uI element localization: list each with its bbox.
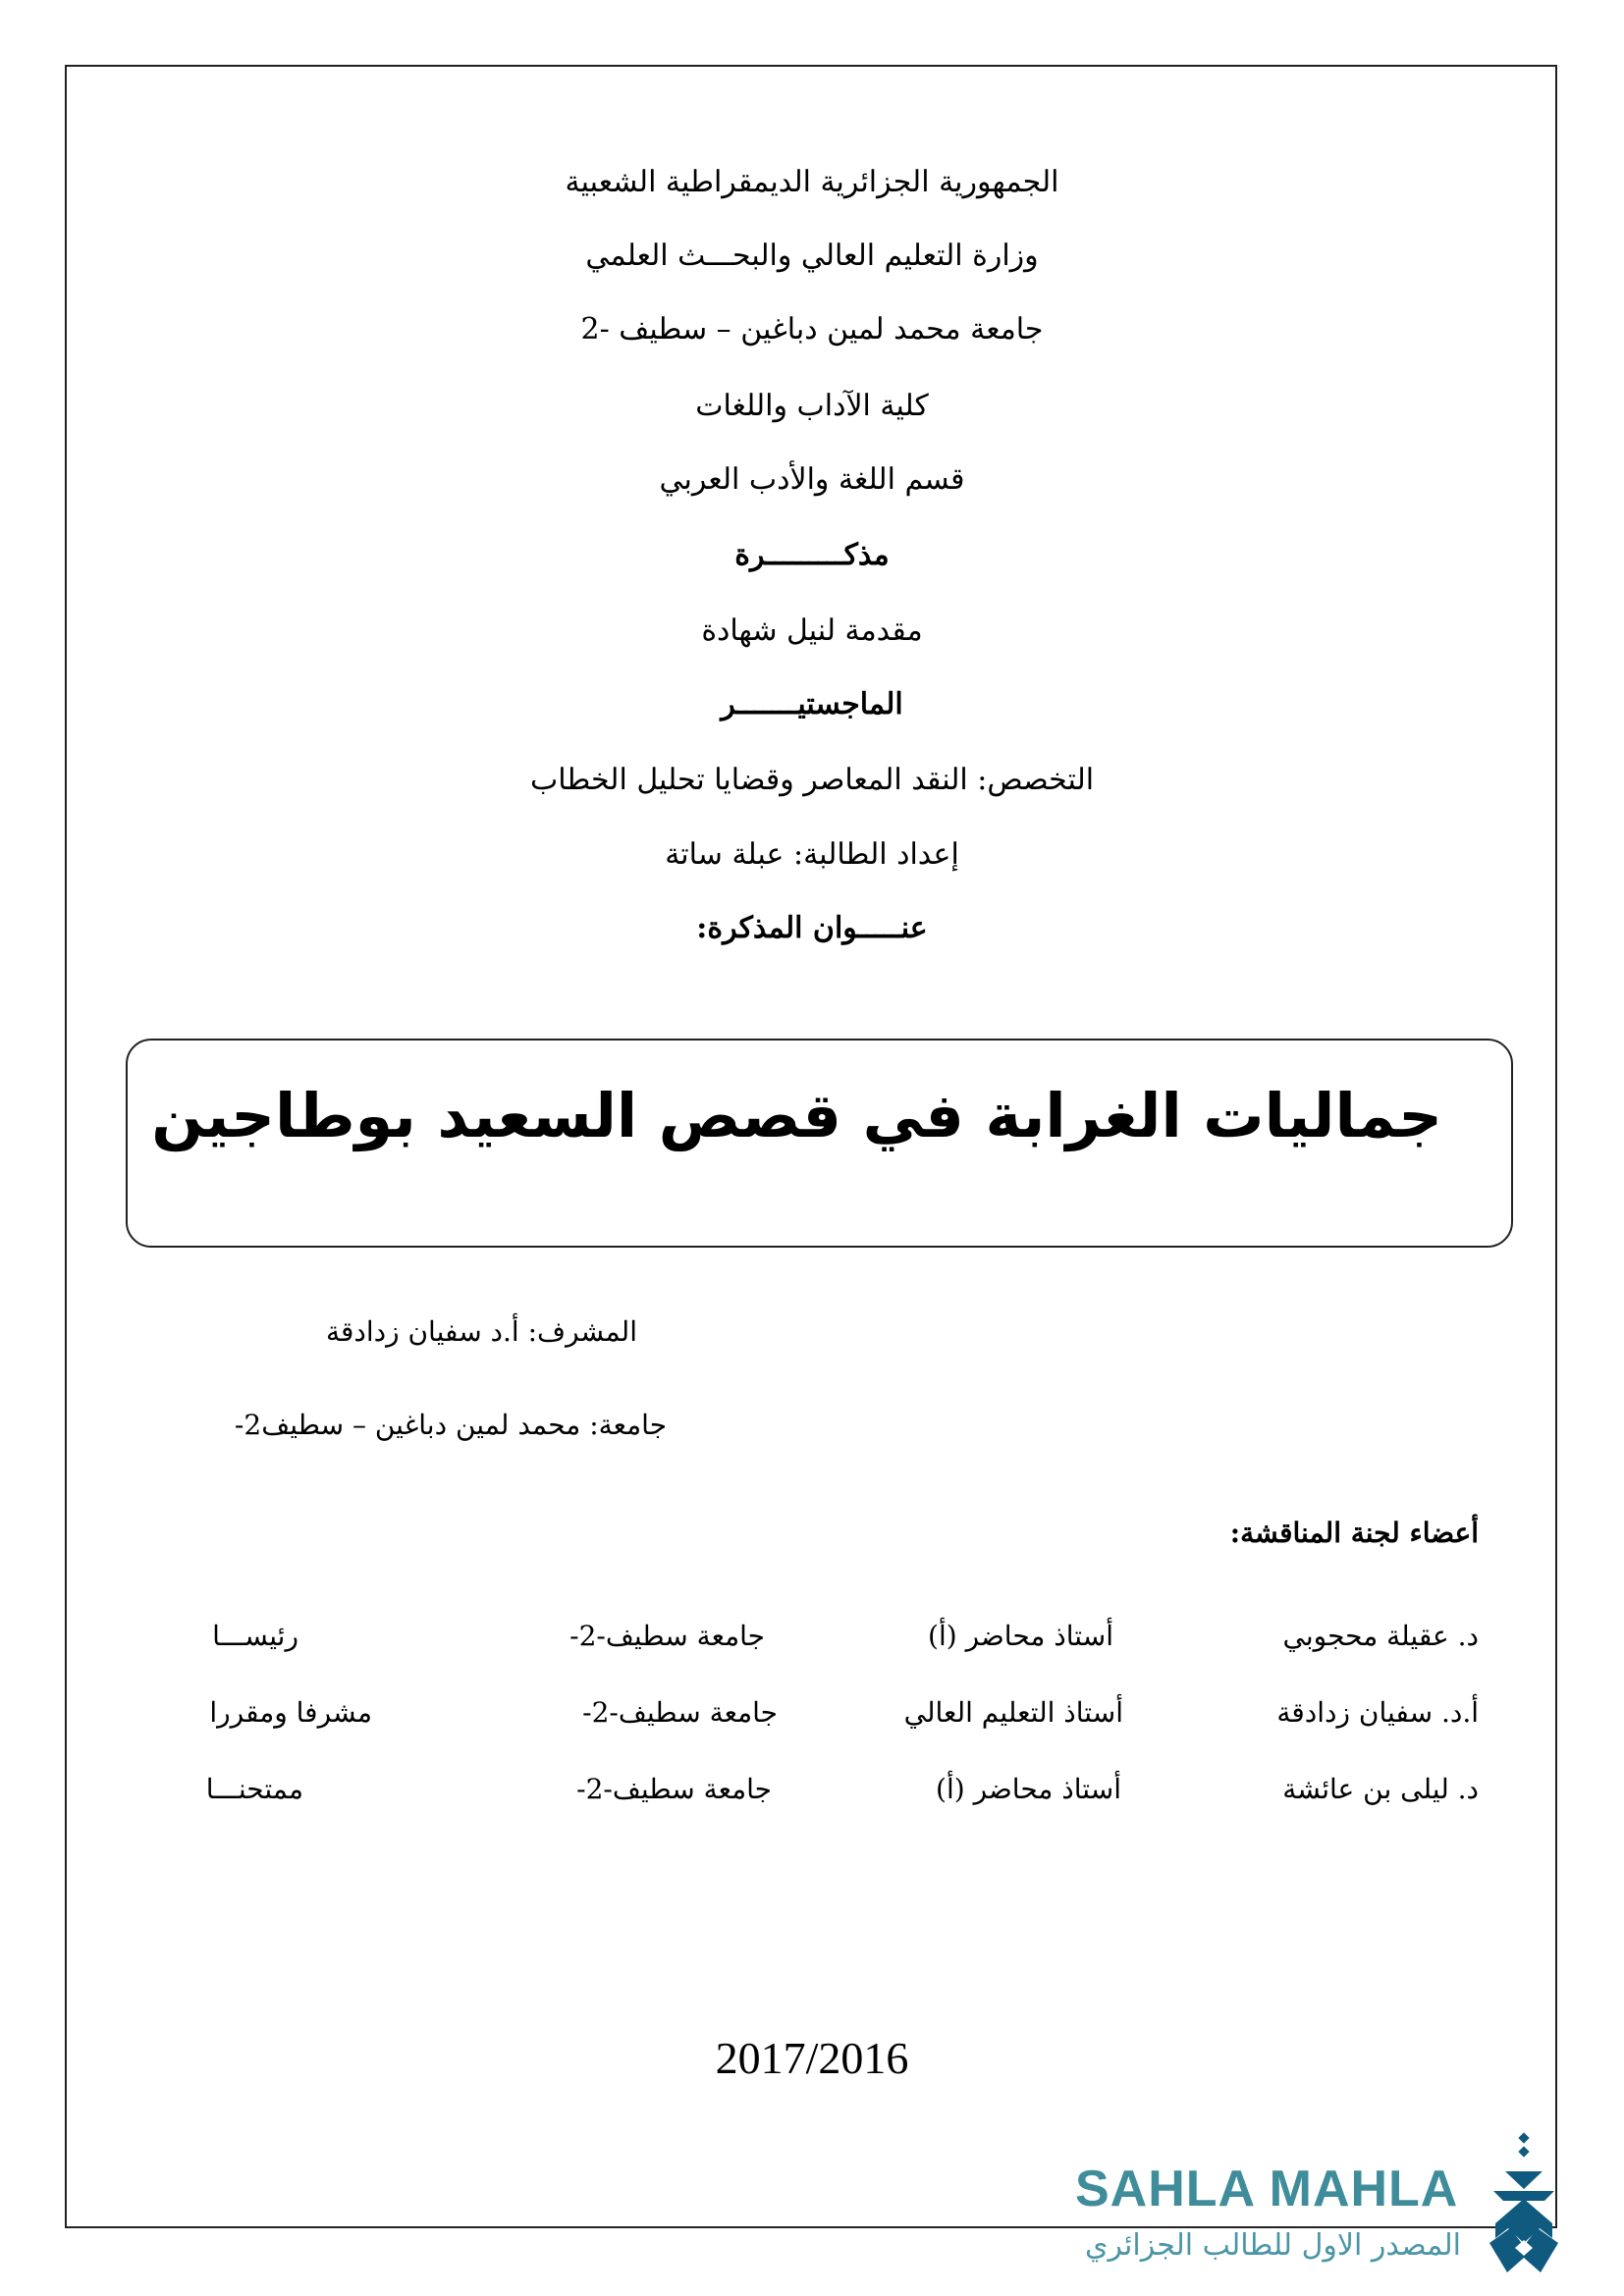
member-university: جامعة سطيف-2- xyxy=(569,1620,765,1652)
purpose-line: مقدمة لنيل شهادة xyxy=(701,614,923,648)
department-line: قسم اللغة والأدب العربي xyxy=(659,462,965,497)
university-line: جامعة محمد لمين دباغين – سطيف -2 xyxy=(580,312,1044,347)
thesis-title: جماليات الغرابة في قصص السعيد بوطاجين xyxy=(151,1080,1442,1151)
title-box xyxy=(126,1039,1513,1248)
document-type: مذكـــــــــرة xyxy=(734,538,890,572)
degree-line: الماجستيـــــــر xyxy=(721,687,903,721)
member-role: مشرفا ومقررا xyxy=(209,1696,372,1729)
sahla-mahla-watermark xyxy=(1075,2160,1586,2287)
member-university: جامعة سطيف-2- xyxy=(582,1696,778,1729)
member-name: د. عقيلة محجوبي xyxy=(1282,1620,1479,1652)
member-role: رئيســـا xyxy=(212,1620,298,1652)
calligraphy-logo-icon xyxy=(1486,2130,1574,2277)
republic-line: الجمهورية الجزائرية الديمقراطية الشعبية xyxy=(565,165,1059,199)
member-role: ممتحنـــا xyxy=(205,1773,303,1805)
prepared-by-line: إعداد الطالبة: عبلة ساتة xyxy=(665,837,959,872)
supervisor-university: جامعة: محمد لمين دباغين – سطيف2- xyxy=(234,1409,667,1441)
brand-tagline: المصدر الاول للطالب الجزائري xyxy=(1085,2228,1461,2263)
brand-name: SAHLA MAHLA xyxy=(1075,2161,1459,2217)
member-university: جامعة سطيف-2- xyxy=(576,1773,772,1805)
ministry-line: وزارة التعليم العالي والبحـــث العلمي xyxy=(585,239,1039,273)
title-label: عنـــــوان المذكرة: xyxy=(696,911,928,945)
member-rank: أستاذ التعليم العالي xyxy=(903,1696,1123,1729)
academic-year: 2017/2016 xyxy=(715,2033,909,2083)
member-name: د. ليلى بن عائشة xyxy=(1282,1773,1479,1805)
member-rank: أستاذ محاضر (أ) xyxy=(928,1620,1113,1652)
committee-heading: أعضاء لجنة المناقشة: xyxy=(1229,1517,1479,1549)
member-rank: أستاذ محاضر (أ) xyxy=(936,1773,1121,1805)
member-name: أ.د. سفيان زدادقة xyxy=(1276,1696,1479,1729)
supervisor-line: المشرف: أ.د سفيان زدادقة xyxy=(325,1315,637,1348)
specialty-line: التخصص: النقد المعاصر وقضايا تحليل الخطاب xyxy=(529,763,1095,797)
faculty-line: كلية الآداب واللغات xyxy=(695,389,929,423)
